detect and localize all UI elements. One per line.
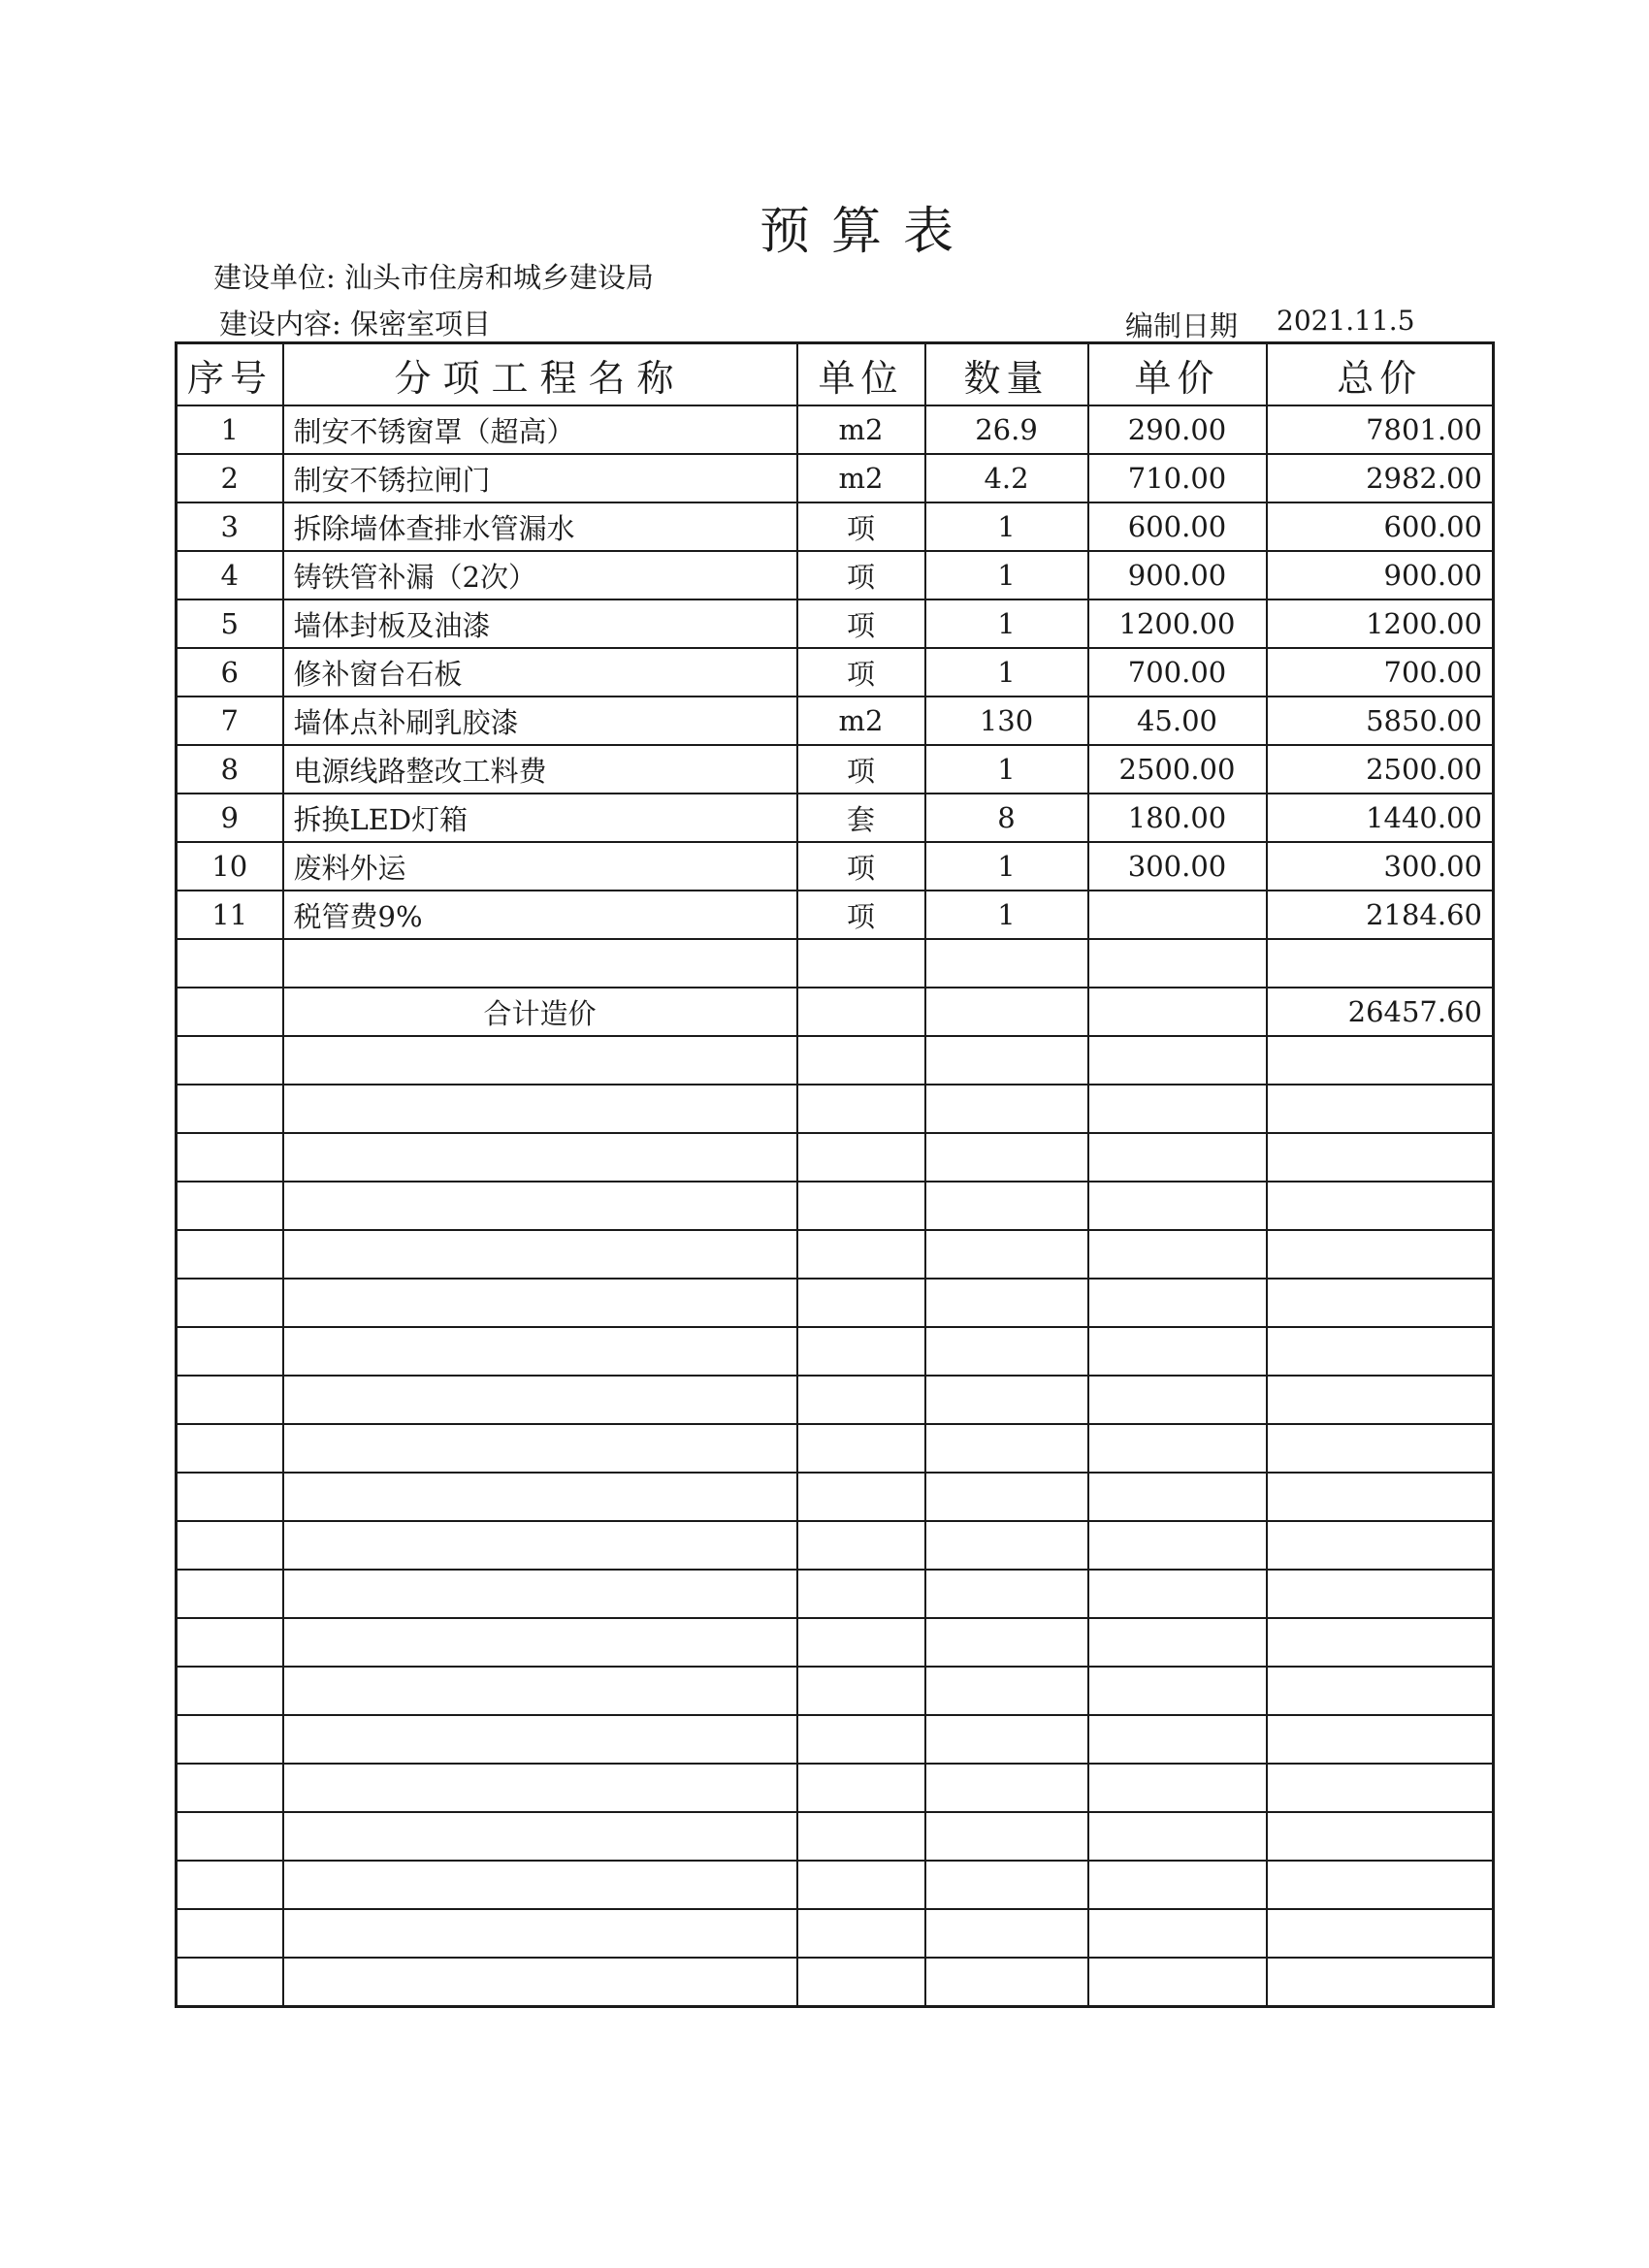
empty-cell [797, 1958, 925, 2007]
table-header-row [177, 343, 1494, 406]
empty-cell [1088, 1715, 1267, 1764]
empty-cell [177, 1764, 283, 1812]
empty-cell [925, 939, 1088, 988]
cell-unit: 项 [797, 842, 925, 891]
empty-cell [797, 1521, 925, 1570]
cell-unit: m2 [797, 454, 925, 502]
cell-unit-price: 45.00 [1088, 697, 1267, 745]
empty-cell [283, 1618, 797, 1667]
empty-cell [1088, 1230, 1267, 1279]
cell-quantity: 1 [925, 745, 1088, 794]
cell-quantity: 8 [925, 794, 1088, 842]
empty-cell [797, 1085, 925, 1133]
cell-unit: 项 [797, 745, 925, 794]
empty-cell [1267, 939, 1494, 988]
empty-cell [1267, 1279, 1494, 1327]
cell-item-name: 制安不锈拉闸门 [283, 454, 797, 502]
cell-seq: 6 [177, 648, 283, 697]
page-title: 预算表 [759, 203, 975, 261]
table-row [177, 648, 1494, 697]
empty-cell [797, 1424, 925, 1473]
empty-cell [925, 1085, 1088, 1133]
cell-quantity: 1 [925, 891, 1088, 939]
empty-cell [283, 1909, 797, 1958]
empty-row [177, 1812, 1494, 1861]
empty-row [177, 939, 1494, 988]
empty-row [177, 1133, 1494, 1182]
cell-quantity: 1 [925, 551, 1088, 599]
cell-unit: m2 [797, 405, 925, 454]
cell-unit-price: 290.00 [1088, 405, 1267, 454]
cell-unit: 项 [797, 648, 925, 697]
cell-seq: 5 [177, 599, 283, 648]
empty-cell [1088, 1085, 1267, 1133]
empty-cell [177, 1085, 283, 1133]
cell-item-name: 墙体点补刷乳胶漆 [283, 697, 797, 745]
empty-cell [283, 1424, 797, 1473]
empty-row [177, 1424, 1494, 1473]
construction-content: 建设内容: 保密室项目 [219, 308, 491, 340]
empty-cell [177, 1618, 283, 1667]
compile-date-value: 2021.11.5 [1277, 305, 1415, 337]
empty-cell [283, 1133, 797, 1182]
empty-row [177, 1376, 1494, 1424]
empty-cell [925, 1521, 1088, 1570]
table-row [177, 794, 1494, 842]
empty-cell [177, 1521, 283, 1570]
empty-cell [177, 1376, 283, 1424]
empty-cell [797, 1861, 925, 1909]
empty-cell [177, 1473, 283, 1521]
empty-cell [797, 988, 925, 1036]
empty-cell [797, 1230, 925, 1279]
table-row [177, 551, 1494, 599]
cell-total-price: 1440.00 [1267, 794, 1494, 842]
construction-unit: 建设单位: 汕头市住房和城乡建设局 [213, 261, 654, 294]
empty-cell [177, 1715, 283, 1764]
empty-cell [797, 1667, 925, 1715]
table-row [177, 891, 1494, 939]
header-unit-price: 单价 [1088, 343, 1267, 406]
cell-unit-price: 1200.00 [1088, 599, 1267, 648]
empty-cell [283, 1182, 797, 1230]
empty-cell [925, 1667, 1088, 1715]
empty-cell [925, 1812, 1088, 1861]
cell-seq: 11 [177, 891, 283, 939]
empty-cell [177, 1958, 283, 2007]
empty-row [177, 1909, 1494, 1958]
empty-row [177, 1182, 1494, 1230]
cell-item-name: 制安不锈窗罩（超高） [283, 405, 797, 454]
cell-unit: m2 [797, 697, 925, 745]
empty-cell [1267, 1618, 1494, 1667]
cell-seq: 2 [177, 454, 283, 502]
table-row [177, 405, 1494, 454]
empty-cell [283, 1085, 797, 1133]
empty-cell [177, 1667, 283, 1715]
empty-cell [1088, 1279, 1267, 1327]
cell-quantity: 1 [925, 599, 1088, 648]
empty-cell [283, 1764, 797, 1812]
empty-row [177, 1036, 1494, 1085]
empty-cell [797, 1376, 925, 1424]
empty-cell [1267, 1812, 1494, 1861]
empty-cell [1088, 1424, 1267, 1473]
empty-cell [177, 1279, 283, 1327]
empty-row [177, 1715, 1494, 1764]
empty-row [177, 1327, 1494, 1376]
cell-total-price: 2184.60 [1267, 891, 1494, 939]
cell-item-name: 拆除墙体查排水管漏水 [283, 502, 797, 551]
cell-total-price: 5850.00 [1267, 697, 1494, 745]
cell-total-price: 600.00 [1267, 502, 1494, 551]
cell-unit-price: 180.00 [1088, 794, 1267, 842]
cell-item-name: 电源线路整改工料费 [283, 745, 797, 794]
empty-cell [177, 1812, 283, 1861]
cell-item-name: 废料外运 [283, 842, 797, 891]
empty-cell [1267, 1909, 1494, 1958]
empty-row [177, 1230, 1494, 1279]
empty-cell [1267, 1473, 1494, 1521]
cell-unit-price [1088, 891, 1267, 939]
cell-seq: 1 [177, 405, 283, 454]
cell-item-name: 修补窗台石板 [283, 648, 797, 697]
empty-cell [925, 1279, 1088, 1327]
empty-cell [797, 1133, 925, 1182]
cell-seq: 4 [177, 551, 283, 599]
empty-cell [1267, 1133, 1494, 1182]
empty-row [177, 1958, 1494, 2007]
empty-cell [925, 1618, 1088, 1667]
empty-cell [283, 1473, 797, 1521]
empty-cell [1088, 1958, 1267, 2007]
empty-cell [177, 939, 283, 988]
cell-item-name: 拆换LED灯箱 [283, 794, 797, 842]
empty-cell [283, 1521, 797, 1570]
empty-cell [797, 1279, 925, 1327]
empty-cell [925, 1036, 1088, 1085]
empty-cell [797, 1812, 925, 1861]
empty-cell [925, 1764, 1088, 1812]
empty-cell [1267, 1424, 1494, 1473]
empty-cell [283, 1812, 797, 1861]
empty-cell [925, 1909, 1088, 1958]
table-row [177, 599, 1494, 648]
empty-cell [1088, 1376, 1267, 1424]
cell-total-price: 2982.00 [1267, 454, 1494, 502]
empty-row [177, 1473, 1494, 1521]
cell-item-name: 墙体封板及油漆 [283, 599, 797, 648]
empty-cell [925, 1861, 1088, 1909]
empty-cell [1088, 1764, 1267, 1812]
table-row [177, 842, 1494, 891]
empty-cell [177, 1327, 283, 1376]
empty-cell [1088, 1861, 1267, 1909]
empty-cell [1267, 1764, 1494, 1812]
empty-cell [925, 988, 1088, 1036]
empty-cell [283, 1376, 797, 1424]
empty-cell [925, 1473, 1088, 1521]
empty-cell [1267, 1667, 1494, 1715]
cell-quantity: 1 [925, 842, 1088, 891]
empty-cell [177, 1570, 283, 1618]
empty-cell [177, 1036, 283, 1085]
header-unit: 单位 [797, 343, 925, 406]
empty-cell [925, 1133, 1088, 1182]
summary-seq-cell [177, 988, 283, 1036]
cell-total-price: 1200.00 [1267, 599, 1494, 648]
cell-total-price: 700.00 [1267, 648, 1494, 697]
empty-cell [1267, 1085, 1494, 1133]
empty-cell [1267, 1958, 1494, 2007]
empty-cell [177, 1182, 283, 1230]
empty-cell [1267, 1521, 1494, 1570]
cell-total-price: 2500.00 [1267, 745, 1494, 794]
empty-cell [1088, 1667, 1267, 1715]
table-row [177, 745, 1494, 794]
cell-seq: 9 [177, 794, 283, 842]
header-item-name: 分项工程名称 [283, 343, 797, 406]
empty-row [177, 1521, 1494, 1570]
empty-cell [1267, 1230, 1494, 1279]
cell-unit-price: 900.00 [1088, 551, 1267, 599]
cell-unit-price: 300.00 [1088, 842, 1267, 891]
empty-cell [925, 1958, 1088, 2007]
header-total-price: 总价 [1267, 343, 1494, 406]
empty-cell [797, 939, 925, 988]
table-row [177, 502, 1494, 551]
cell-total-price: 300.00 [1267, 842, 1494, 891]
empty-cell [797, 1909, 925, 1958]
empty-cell [797, 1182, 925, 1230]
empty-cell [283, 1036, 797, 1085]
empty-cell [283, 1230, 797, 1279]
empty-cell [1088, 1909, 1267, 1958]
empty-row [177, 1861, 1494, 1909]
empty-cell [1088, 1618, 1267, 1667]
empty-cell [1088, 988, 1267, 1036]
cell-unit-price: 600.00 [1088, 502, 1267, 551]
empty-cell [925, 1182, 1088, 1230]
cell-total-price: 900.00 [1267, 551, 1494, 599]
empty-cell [797, 1570, 925, 1618]
cell-quantity: 130 [925, 697, 1088, 745]
empty-cell [1267, 1376, 1494, 1424]
empty-cell [1267, 1861, 1494, 1909]
empty-cell [283, 939, 797, 988]
cell-unit: 套 [797, 794, 925, 842]
empty-cell [1267, 1182, 1494, 1230]
header-seq: 序号 [177, 343, 283, 406]
empty-cell [1088, 1521, 1267, 1570]
cell-quantity: 1 [925, 502, 1088, 551]
empty-row [177, 1085, 1494, 1133]
empty-cell [283, 1861, 797, 1909]
empty-cell [925, 1570, 1088, 1618]
empty-cell [283, 1667, 797, 1715]
cell-item-name: 税管费9% [283, 891, 797, 939]
empty-cell [1088, 1570, 1267, 1618]
cell-unit: 项 [797, 891, 925, 939]
cell-unit-price: 700.00 [1088, 648, 1267, 697]
cell-quantity: 26.9 [925, 405, 1088, 454]
empty-cell [177, 1861, 283, 1909]
cell-unit: 项 [797, 551, 925, 599]
empty-cell [1088, 1473, 1267, 1521]
empty-row [177, 1618, 1494, 1667]
empty-cell [797, 1473, 925, 1521]
empty-cell [177, 1133, 283, 1182]
empty-cell [797, 1036, 925, 1085]
summary-label: 合计造价 [283, 988, 797, 1036]
table-body [177, 405, 1494, 2007]
empty-cell [925, 1230, 1088, 1279]
compile-date-label: 编制日期 [1125, 309, 1239, 342]
empty-row [177, 1764, 1494, 1812]
empty-cell [925, 1715, 1088, 1764]
table-row [177, 454, 1494, 502]
empty-row [177, 1570, 1494, 1618]
empty-cell [283, 1279, 797, 1327]
empty-cell [1267, 1327, 1494, 1376]
empty-cell [283, 1958, 797, 2007]
empty-cell [1088, 1812, 1267, 1861]
empty-cell [797, 1764, 925, 1812]
empty-cell [283, 1715, 797, 1764]
cell-item-name: 铸铁管补漏（2次） [283, 551, 797, 599]
empty-cell [283, 1570, 797, 1618]
table-row [177, 697, 1494, 745]
empty-cell [797, 1618, 925, 1667]
budget-table [175, 341, 1495, 2008]
header-quantity: 数量 [925, 343, 1088, 406]
empty-cell [925, 1376, 1088, 1424]
cell-unit: 项 [797, 599, 925, 648]
empty-row [177, 1279, 1494, 1327]
cell-unit-price: 710.00 [1088, 454, 1267, 502]
summary-total: 26457.60 [1267, 988, 1494, 1036]
cell-seq: 3 [177, 502, 283, 551]
empty-cell [1088, 1036, 1267, 1085]
empty-cell [797, 1327, 925, 1376]
empty-cell [177, 1909, 283, 1958]
empty-cell [1088, 1133, 1267, 1182]
cell-unit: 项 [797, 502, 925, 551]
cell-seq: 8 [177, 745, 283, 794]
empty-cell [283, 1327, 797, 1376]
empty-cell [177, 1424, 283, 1473]
cell-total-price: 7801.00 [1267, 405, 1494, 454]
empty-cell [925, 1424, 1088, 1473]
empty-cell [1088, 1182, 1267, 1230]
summary-row [177, 988, 1494, 1036]
empty-cell [1088, 1327, 1267, 1376]
empty-cell [1267, 1715, 1494, 1764]
cell-quantity: 4.2 [925, 454, 1088, 502]
empty-cell [177, 1230, 283, 1279]
empty-row [177, 1667, 1494, 1715]
cell-quantity: 1 [925, 648, 1088, 697]
cell-unit-price: 2500.00 [1088, 745, 1267, 794]
empty-cell [1088, 939, 1267, 988]
cell-seq: 7 [177, 697, 283, 745]
cell-seq: 10 [177, 842, 283, 891]
empty-cell [1267, 1570, 1494, 1618]
empty-cell [797, 1715, 925, 1764]
empty-cell [1267, 1036, 1494, 1085]
empty-cell [925, 1327, 1088, 1376]
